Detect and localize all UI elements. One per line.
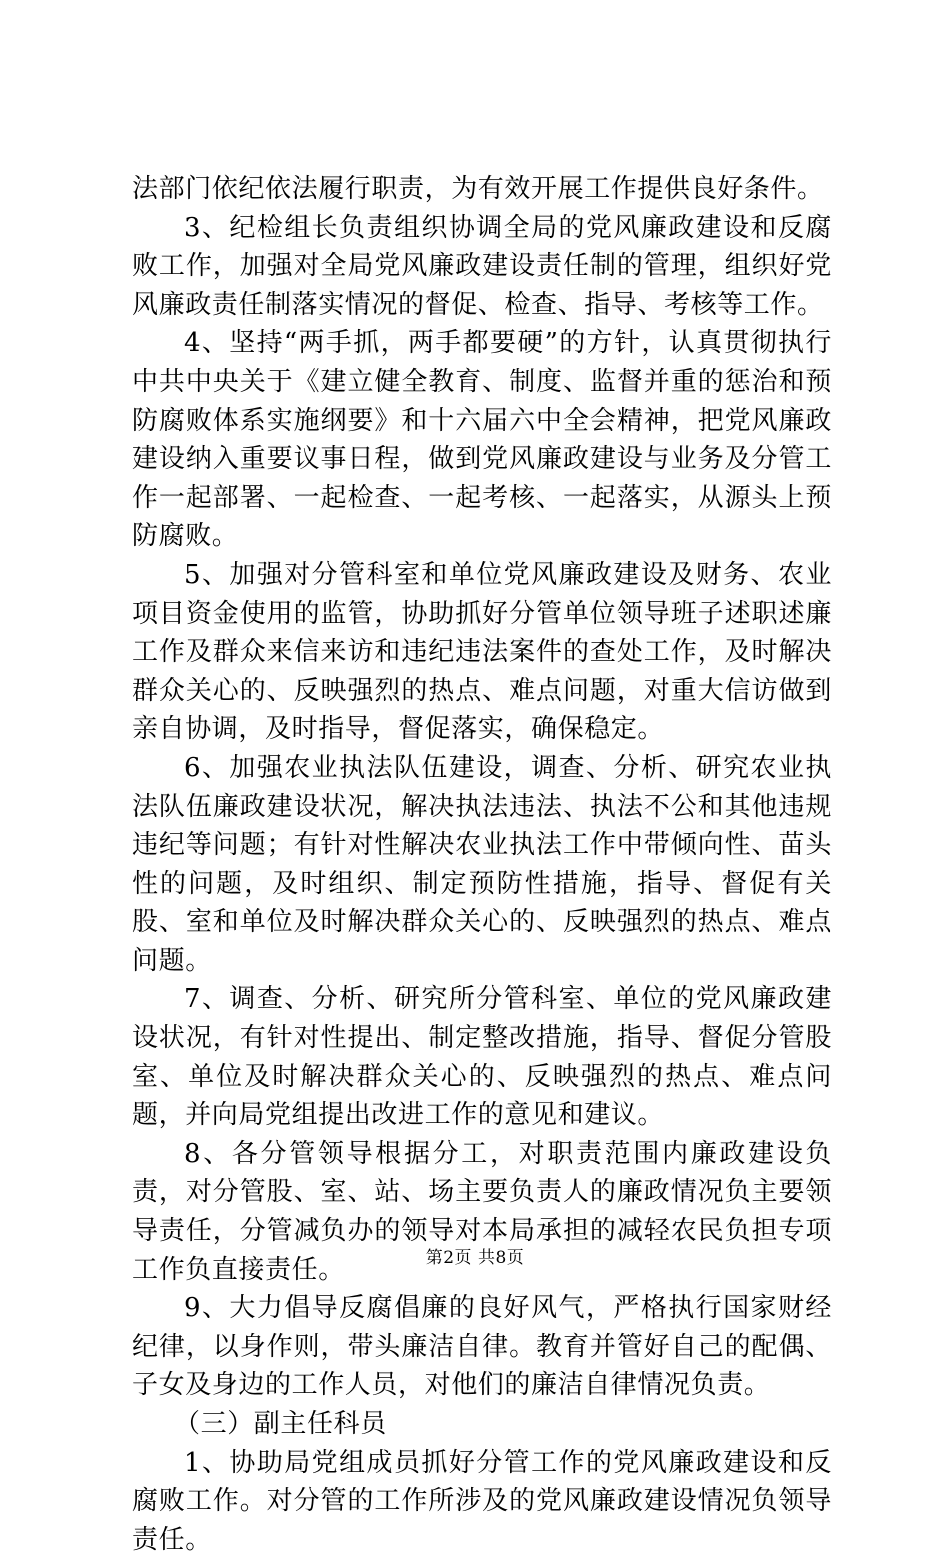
paragraph-continuation: 法部门依纪依法履行职责，为有效开展工作提供良好条件。: [132, 174, 824, 204]
paragraph-item-3: 3、纪检组长负责组织协调全局的党风廉政建设和反腐败工作，加强对全局党风廉政建设责任制的管理，组织好党风廉政责任制落实情况的督促、检查、指导、考核等工作。: [132, 212, 832, 320]
paragraph-item-1: 1、协助局党组成员抓好分管工作的党风廉政建设和反腐败工作。对分管的工作所涉及的党风廉政建设情况负领导责任。: [132, 1447, 832, 1555]
section-heading: （三）副主任科员: [174, 1409, 387, 1439]
document-body: [132, 170, 832, 1559]
paragraph-item-9: 9、大力倡导反腐倡廉的良好风气，严格执行国家财经纪律，以身作则，带头廉洁自律。教育并管好自己的配偶、子女及身边的工作人员，对他们的廉洁自律情况负责。: [132, 1293, 832, 1401]
paragraph-item-8: 8、各分管领导根据分工，对职责范围内廉政建设负责，对分管股、室、站、场主要负责人的廉政情况负主要领导责任，分管减负办的领导对本局承担的减轻农民负担专项工作负直接责任。: [132, 1138, 832, 1285]
paragraph-item-6: 6、加强农业执法队伍建设，调查、分析、研究农业执法队伍廉政建设状况，解决执法违法、执法不公和其他违规违纪等问题；有针对性解决农业执法工作中带倾向性、苗头性的问题，及时组织、制定预防性措施，指导、督促有关股、室和单位及时解决群众关心的、反映强烈的热点、难点问题。: [132, 752, 832, 976]
paragraph-item-5: 5、加强对分管科室和单位党风廉政建设及财务、农业项目资金使用的监管，协助抓好分管单位领导班子述职述廉工作及群众来信来访和违纪违法案件的查处工作，及时解决群众关心的、反映强烈的热点、难点问题，对重大信访做到亲自协调，及时指导，督促落实，确保稳定。: [132, 559, 832, 745]
paragraph-item-4: 4、坚持“两手抓，两手都要硬”的方针，认真贯彻执行中共中央关于《建立健全教育、制度、监督并重的惩治和预防腐败体系实施纲要》和十六届六中全会精神，把党风廉政建设纳入重要议事日程，做到党风廉政建设与业务及分管工作一起部署、一起检查、一起考核、一起落实，从源头上预防腐败。: [132, 328, 832, 552]
paragraph-item-7: 7、调查、分析、研究所分管科室、单位的党风廉政建设状况，有针对性提出、制定整改措施，指导、督促分管股室、单位及时解决群众关心的、反映强烈的热点、难点问题，并向局党组提出改进工作的意见和建议。: [132, 984, 832, 1131]
page-number-footer: 第2页 共8页: [425, 1248, 525, 1268]
